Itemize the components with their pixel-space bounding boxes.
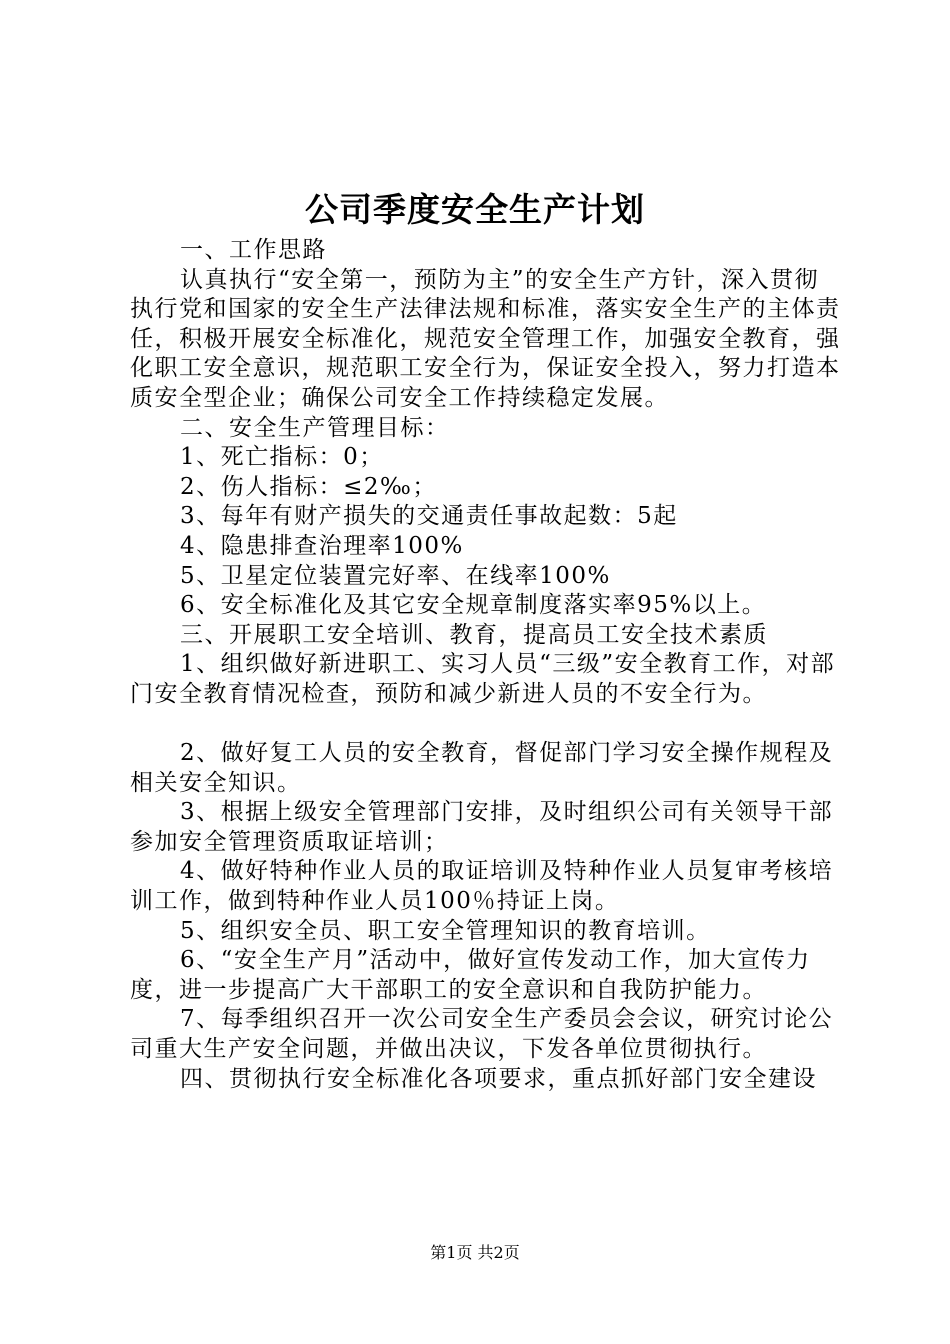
list-item: 6、安全标准化及其它安全规章制度落实率95%以上。: [180, 592, 767, 619]
list-item: 5、卫星定位装置完好率、在线率100%: [180, 562, 611, 589]
list-item: 3、每年有财产损失的交通责任事故起数：5起: [180, 503, 678, 530]
list-item: 7、每季组织召开一次公司安全生产委员会会议，研究讨论公司重大生产安全问题，并做出决议，下发各单位贯彻执行。: [130, 1006, 834, 1063]
paragraph-work-idea: 认真执行“安全第一，预防为主”的安全生产方针，深入贯彻执行党和国家的安全生产法律法规和标准，落实安全生产的主体责任，积极开展安全标准化，规范安全管理工作，加强安全教育，强化职工安全意识，规范职工安全行为，保证安全投入，努力打造本质安全型企业；确保公司安全工作持续稳定发展。: [130, 266, 841, 411]
list-item: 2、伤人指标：≤2‰；: [180, 473, 437, 500]
list-item: 1、组织做好新进职工、实习人员“三级”安全教育工作，对部门安全教育情况检查，预防和减少新进人员的不安全行为。: [130, 651, 836, 707]
blank-line: [130, 710, 842, 740]
list-item: 4、隐患排查治理率100%: [180, 532, 464, 559]
section-heading-3: 三、开展职工安全培训、教育，提高员工安全技术素质: [180, 621, 768, 648]
list-item: 5、组织安全员、职工安全管理知识的教育培训。: [180, 917, 711, 944]
list-item: 2、做好复工人员的安全教育，督促部门学习安全操作规程及相关安全知识。: [130, 740, 834, 796]
list-item: 1、死亡指标：0；: [180, 444, 384, 471]
list-item: 6、“安全生产月”活动中，做好宣传发动工作，加大宣传力度，进一步提高广大干部职工的安全意识和自我防护能力。: [130, 947, 811, 1003]
list-item: 4、做好特种作业人员的取证培训及特种作业人员复审考核培训工作，做到特种作业人员100％持证上岗。: [130, 858, 834, 915]
page-footer: 第1页 共2页: [430, 1243, 520, 1262]
section-heading-2: 二、安全生产管理目标：: [180, 414, 450, 441]
document-title: 公司季度安全生产计划: [305, 190, 645, 229]
document-body: [130, 236, 842, 1094]
section-heading-1: 一、工作思路: [180, 237, 327, 263]
section-heading-4: 四、贯彻执行安全标准化各项要求，重点抓好部门安全建设: [180, 1065, 817, 1092]
list-item: 3、根据上级安全管理部门安排，及时组织公司有关领导干部参加安全管理资质取证培训；: [130, 799, 834, 855]
